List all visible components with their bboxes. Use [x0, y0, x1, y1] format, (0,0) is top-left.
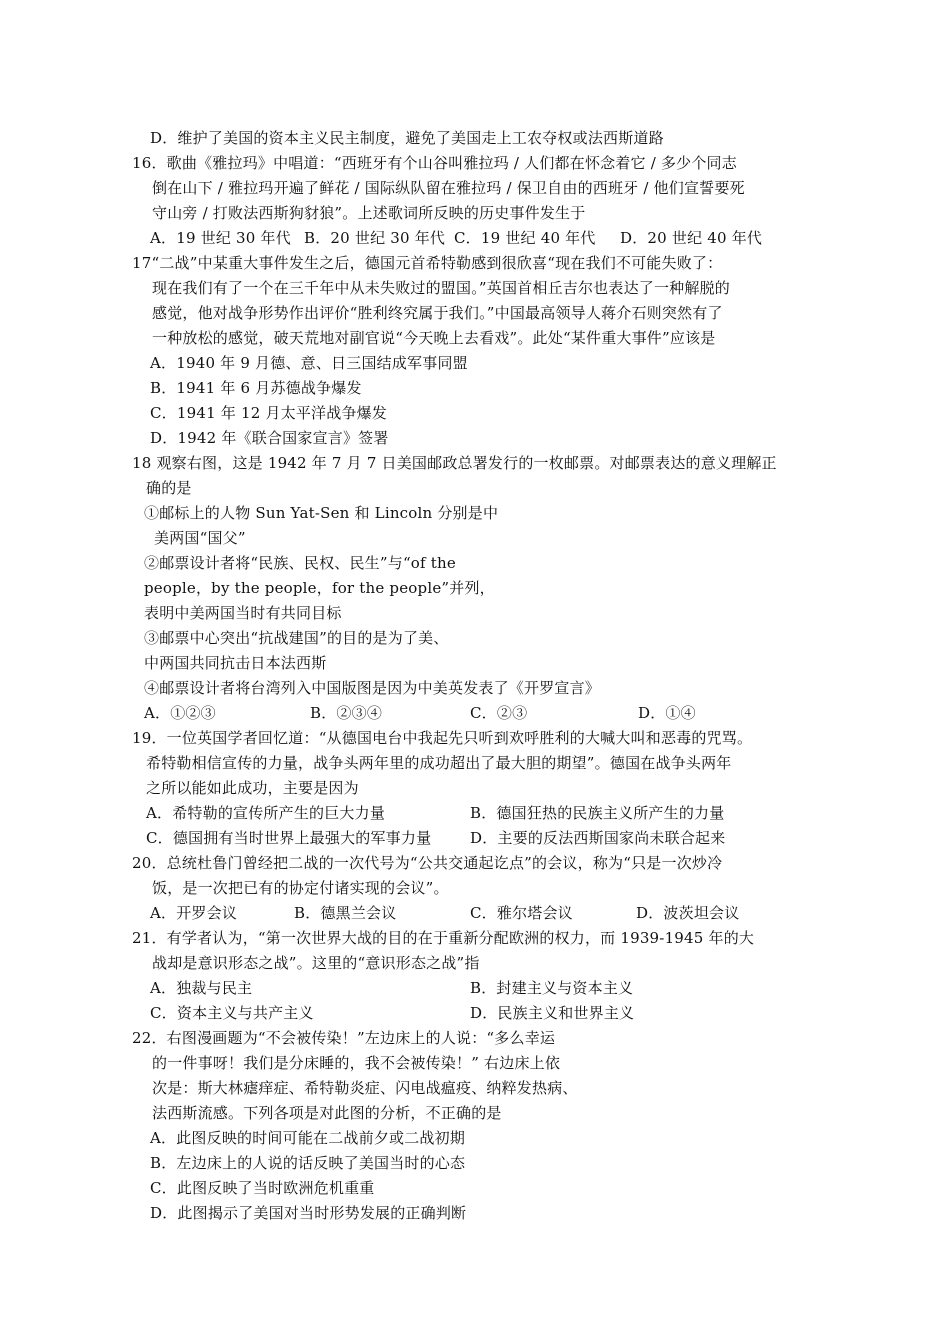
q21-option-a: A．独裁与民主	[150, 979, 253, 997]
q17-stem-line-3: 感觉，他对战争形势作出评价“胜利终究属于我们。”中国最高领导人蒋介石则突然有了	[152, 304, 723, 322]
q17-stem-line-4: 一种放松的感觉，破天荒地对副官说“今天晚上去看戏”。此处“某件重大事件”应该是	[152, 329, 716, 347]
q18-option-c: C．②③	[470, 704, 528, 722]
q20-option-c: C．雅尔塔会议	[470, 904, 573, 922]
q22-option-b: B．左边床上的人说的话反映了美国当时的心态	[150, 1154, 466, 1172]
q16-option-a: A．19 世纪 30 年代	[150, 229, 291, 247]
q16-option-c: C．19 世纪 40 年代	[454, 229, 596, 247]
q18-item-3b: 中两国共同抗击日本法西斯	[144, 654, 327, 672]
q21-option-b: B．封建主义与资本主义	[470, 979, 634, 997]
q18-item-3a: ③邮票中心突出“抗战建国”的目的是为了美、	[144, 629, 449, 647]
q18-item-2c: 表明中美两国当时有共同目标	[144, 604, 342, 622]
q22-option-a: A．此图反映的时间可能在二战前夕或二战初期	[150, 1129, 466, 1147]
q15-option-d: D．维护了美国的资本主义民主制度，避免了美国走上工农夺权或法西斯道路	[150, 129, 664, 147]
q16-stem-line-1: 16．歌曲《雅拉玛》中唱道：“西班牙有个山谷叫雅拉玛 / 人们都在怀念着它 / 多少个同志	[132, 154, 737, 172]
q18-item-1a: ①邮标上的人物 Sun Yat-Sen 和 Lincoln 分别是中	[144, 504, 499, 522]
q18-stem-line-1: 18 观察右图，这是 1942 年 7 月 7 日美国邮政总署发行的一枚邮票。对邮票表达的意义理解正	[132, 454, 777, 472]
q16-stem-line-2: 倒在山下 / 雅拉玛开遍了鲜花 / 国际纵队留在雅拉玛 / 保卫自由的西班牙 / 他们宣誓要死	[152, 179, 745, 197]
q18-item-2b: people，by the people，for the people”并列，	[144, 579, 495, 597]
q19-option-b: B．德国狂热的民族主义所产生的力量	[470, 804, 725, 822]
q19-option-d: D．主要的反法西斯国家尚未联合起来	[470, 829, 726, 847]
q20-option-a: A．开罗会议	[150, 904, 238, 922]
q18-option-b: B．②③④	[310, 704, 383, 722]
q19-stem-line-3: 之所以能如此成功，主要是因为	[146, 779, 359, 797]
q19-option-c: C．德国拥有当时世界上最强大的军事力量	[146, 829, 432, 847]
q22-stem-line-1: 22．右图漫画题为“不会被传染！”左边床上的人说：“多么幸运	[132, 1029, 556, 1047]
q18-stem-line-2: 确的是	[146, 479, 192, 497]
q16-option-d: D．20 世纪 40 年代	[620, 229, 763, 247]
q19-stem-line-2: 希特勒相信宣传的力量，战争头两年里的成功超出了最大胆的期望”。德国在战争头两年	[146, 754, 732, 772]
q16-stem-line-3: 守山旁 / 打败法西斯狗豺狼”。上述歌词所反映的历史事件发生于	[152, 204, 586, 222]
q21-option-d: D．民族主义和世界主义	[470, 1004, 635, 1022]
q17-option-a: A．1940 年 9 月德、意、日三国结成军事同盟	[150, 354, 468, 372]
q18-item-1b: 美两国“国父”	[154, 529, 246, 547]
q18-item-4: ④邮票设计者将台湾列入中国版图是因为中美英发表了《开罗宣言》	[144, 679, 601, 697]
q20-option-b: B．德黑兰会议	[294, 904, 397, 922]
q17-stem-line-2: 现在我们有了一个在三千年中从未失败过的盟国。”英国首相丘吉尔也表达了一种解脱的	[152, 279, 730, 297]
q21-stem-line-1: 21．有学者认为，“第一次世界大战的目的在于重新分配欧洲的权力，而 1939-1945 年的大	[132, 929, 755, 947]
q18-option-d: D．①④	[638, 704, 696, 722]
q17-option-b: B．1941 年 6 月苏德战争爆发	[150, 379, 362, 397]
q16-option-b: B．20 世纪 30 年代	[304, 229, 446, 247]
q20-stem-line-2: 饭，是一次把已有的协定付诸实现的会议”。	[152, 879, 449, 897]
q21-option-c: C．资本主义与共产主义	[150, 1004, 314, 1022]
q18-option-a: A．①②③	[144, 704, 216, 722]
q19-stem-line-1: 19．一位英国学者回忆道：“从德国电台中我起先只听到欢呼胜利的大喊大叫和恶毒的咒骂。	[132, 729, 753, 747]
q18-item-2a: ②邮票设计者将“民族、民权、民生”与“of the	[144, 554, 456, 572]
q17-option-d: D．1942 年《联合国家宣言》签署	[150, 429, 389, 447]
q19-option-a: A．希特勒的宣传所产生的巨大力量	[146, 804, 386, 822]
q22-stem-line-3: 次是：斯大林瘧痒症、希特勒炎症、闪电战瘟疫、纳粹发热病、	[152, 1079, 578, 1097]
q22-option-c: C．此图反映了当时欧洲危机重重	[150, 1179, 375, 1197]
q17-option-c: C．1941 年 12 月太平洋战争爆发	[150, 404, 388, 422]
q22-option-d: D．此图揭示了美国对当时形势发展的正确判断	[150, 1204, 467, 1222]
q20-option-d: D．波茨坦会议	[636, 904, 740, 922]
q21-stem-line-2: 战却是意识形态之战”。这里的“意识形态之战”指	[152, 954, 480, 972]
q22-stem-line-2: 的一件事呀！我们是分床睡的，我不会被传染！” 右边床上依	[152, 1054, 561, 1072]
q22-stem-line-4: 法西斯流感。下列各项是对此图的分析，不正确的是	[152, 1104, 502, 1122]
q17-stem-line-1: 17“二战”中某重大事件发生之后，德国元首希特勒感到很欣喜“现在我们不可能失败了：	[132, 254, 723, 272]
q20-stem-line-1: 20．总统杜鲁门曾经把二战的一次代号为“公共交通起讫点”的会议，称为“只是一次炒冷	[132, 854, 723, 872]
